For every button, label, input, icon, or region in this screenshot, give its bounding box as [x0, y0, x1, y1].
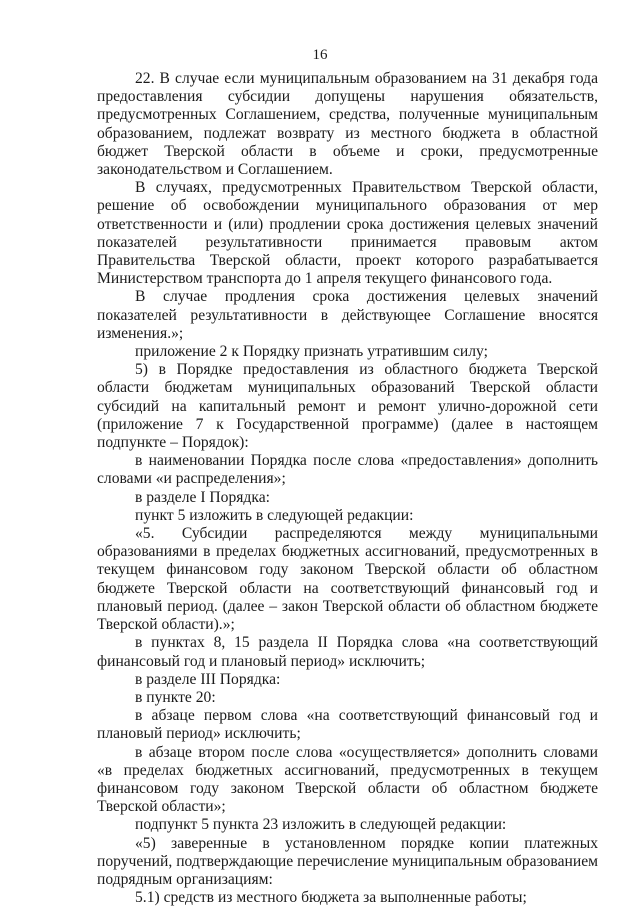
paragraph: 5.1) средств из местного бюджета за выполненные работы; [135, 889, 527, 907]
paragraph: «5. Субсидии распределяются между муниципальными образованиями в пределах бюджетных ассигнований, предусмотренных в текущем финансовом году законом Тверской области об областном бюджете Тверской области на соответствующий финансовый год и плановый период. (далее – закон Тверской области об областном бюджете Тверской области).»; [97, 525, 598, 634]
paragraph: в абзаце первом слова «на соответствующий финансовый год и плановый период» исключить; [97, 707, 598, 743]
paragraph: пункт 5 изложить в следующей редакции: [135, 506, 414, 524]
paragraph: в разделе III Порядка: [135, 670, 281, 688]
paragraph: в наименовании Порядка после слова «предоставления» дополнить словами «и распределения»; [97, 452, 598, 488]
paragraph: в пунктах 8, 15 раздела II Порядка слова «на соответствующий финансовый год и плановый период» исключить; [97, 634, 598, 670]
paragraph: 5) в Порядке предоставления из областного бюджета Тверской области бюджетам муниципальных образований Тверской области субсидий на капитальный ремонт и ремонт улично-дорожной сети (приложение 7 к Государственной программе) (далее в настоящем подпункте – Порядок): [97, 361, 598, 452]
paragraph: в пункте 20: [135, 688, 216, 706]
page-number: 16 [312, 47, 328, 63]
paragraph: 22. В случае если муниципальным образованием на 31 декабря года предоставления субсидии допущены нарушения обязательств, предусмотренных Соглашением, средства, полученные муниципальным образованием, подлежат возврату из местного бюджета в областной бюджет Тверской области в объеме и сроки, предусмотренные законодательством и Соглашением. [97, 70, 598, 179]
paragraph: В случае продления срока достижения целевых значений показателей результативности в действующее Соглашение вносятся изменения.»; [97, 288, 598, 342]
paragraph: «5) заверенные в установленном порядке копии платежных поручений, подтверждающие перечисление муниципальным образованием подрядным организациям: [97, 834, 598, 888]
paragraph: подпункт 5 пункта 23 изложить в следующей редакции: [135, 816, 507, 834]
document-body [97, 70, 598, 907]
paragraph: в разделе I Порядка: [135, 488, 270, 506]
paragraph: В случаях, предусмотренных Правительством Тверской области, решение об освобождении муниципального образования от мер ответственности и (или) продлении срока достижения целевых значений показателей результативности принимается правовым актом Правительства Тверской области, проект которого разрабатывается Министерством транспорта до 1 апреля текущего финансового года. [97, 179, 598, 288]
paragraph: в абзаце втором после слова «осуществляется» дополнить словами «в пределах бюджетных ассигнований, предусмотренных в текущем финансовом году законом Тверской области об областном бюджете Тверской области»; [97, 743, 598, 816]
paragraph: приложение 2 к Порядку признать утратившим силу; [135, 343, 488, 361]
